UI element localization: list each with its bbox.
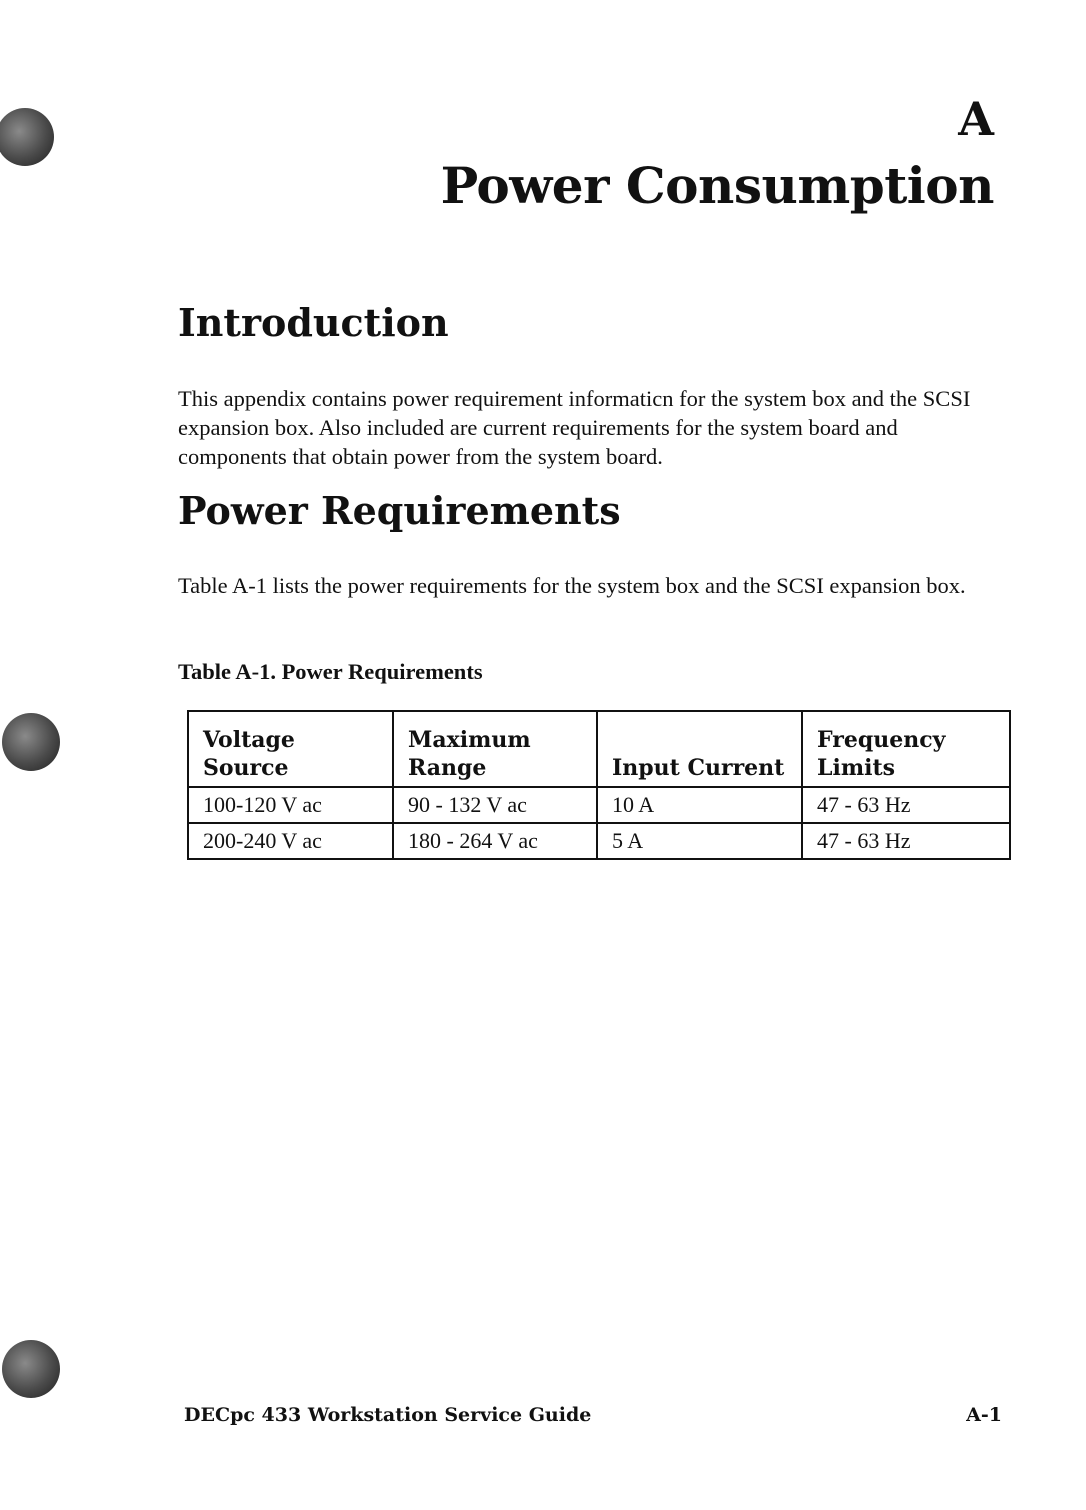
table-cell-maximum-range: 90 - 132 V ac <box>393 787 597 823</box>
power-requirements-table <box>187 710 1011 860</box>
binder-hole <box>0 108 54 166</box>
table-cell-input-current: 5 A <box>597 823 802 859</box>
introduction-paragraph: This appendix contains power requirement informaticn for the system box and the SCSI expansion box. Also included are current requirements for the system board and components that obtain power from the system board. <box>178 386 971 469</box>
binder-hole <box>2 713 60 771</box>
table-cell-voltage-source: 200-240 V ac <box>188 823 393 859</box>
table-cell-voltage-source: 100-120 V ac <box>188 787 393 823</box>
table-cell-maximum-range: 180 - 264 V ac <box>393 823 597 859</box>
footer-document-title: DECpc 433 Workstation Service Guide <box>184 1404 592 1426</box>
footer-page-number: A-1 <box>966 1404 1002 1426</box>
table-header-row <box>188 711 1010 787</box>
section-heading-introduction: Introduction <box>178 300 449 345</box>
binder-hole <box>2 1340 60 1398</box>
chapter-letter: A <box>958 92 994 146</box>
chapter-title: Power Consumption <box>440 156 994 215</box>
table-row <box>188 823 1010 859</box>
section-heading-power-requirements: Power Requirements <box>178 488 621 533</box>
header-input-current: Input Current <box>597 711 802 787</box>
table-cell-frequency-limits: 47 - 63 Hz <box>802 823 1010 859</box>
table-cell-frequency-limits: 47 - 63 Hz <box>802 787 1010 823</box>
header-frequency-limits: Frequency Limits <box>802 711 1010 787</box>
header-voltage-source: Voltage Source <box>188 711 393 787</box>
table-cell-input-current: 10 A <box>597 787 802 823</box>
table-caption: Table A-1. Power Requirements <box>178 659 483 684</box>
header-maximum-range: Maximum Range <box>393 711 597 787</box>
table-row <box>188 787 1010 823</box>
power-requirements-paragraph: Table A-1 lists the power requirements for the system box and the SCSI expansion box. <box>178 573 966 598</box>
